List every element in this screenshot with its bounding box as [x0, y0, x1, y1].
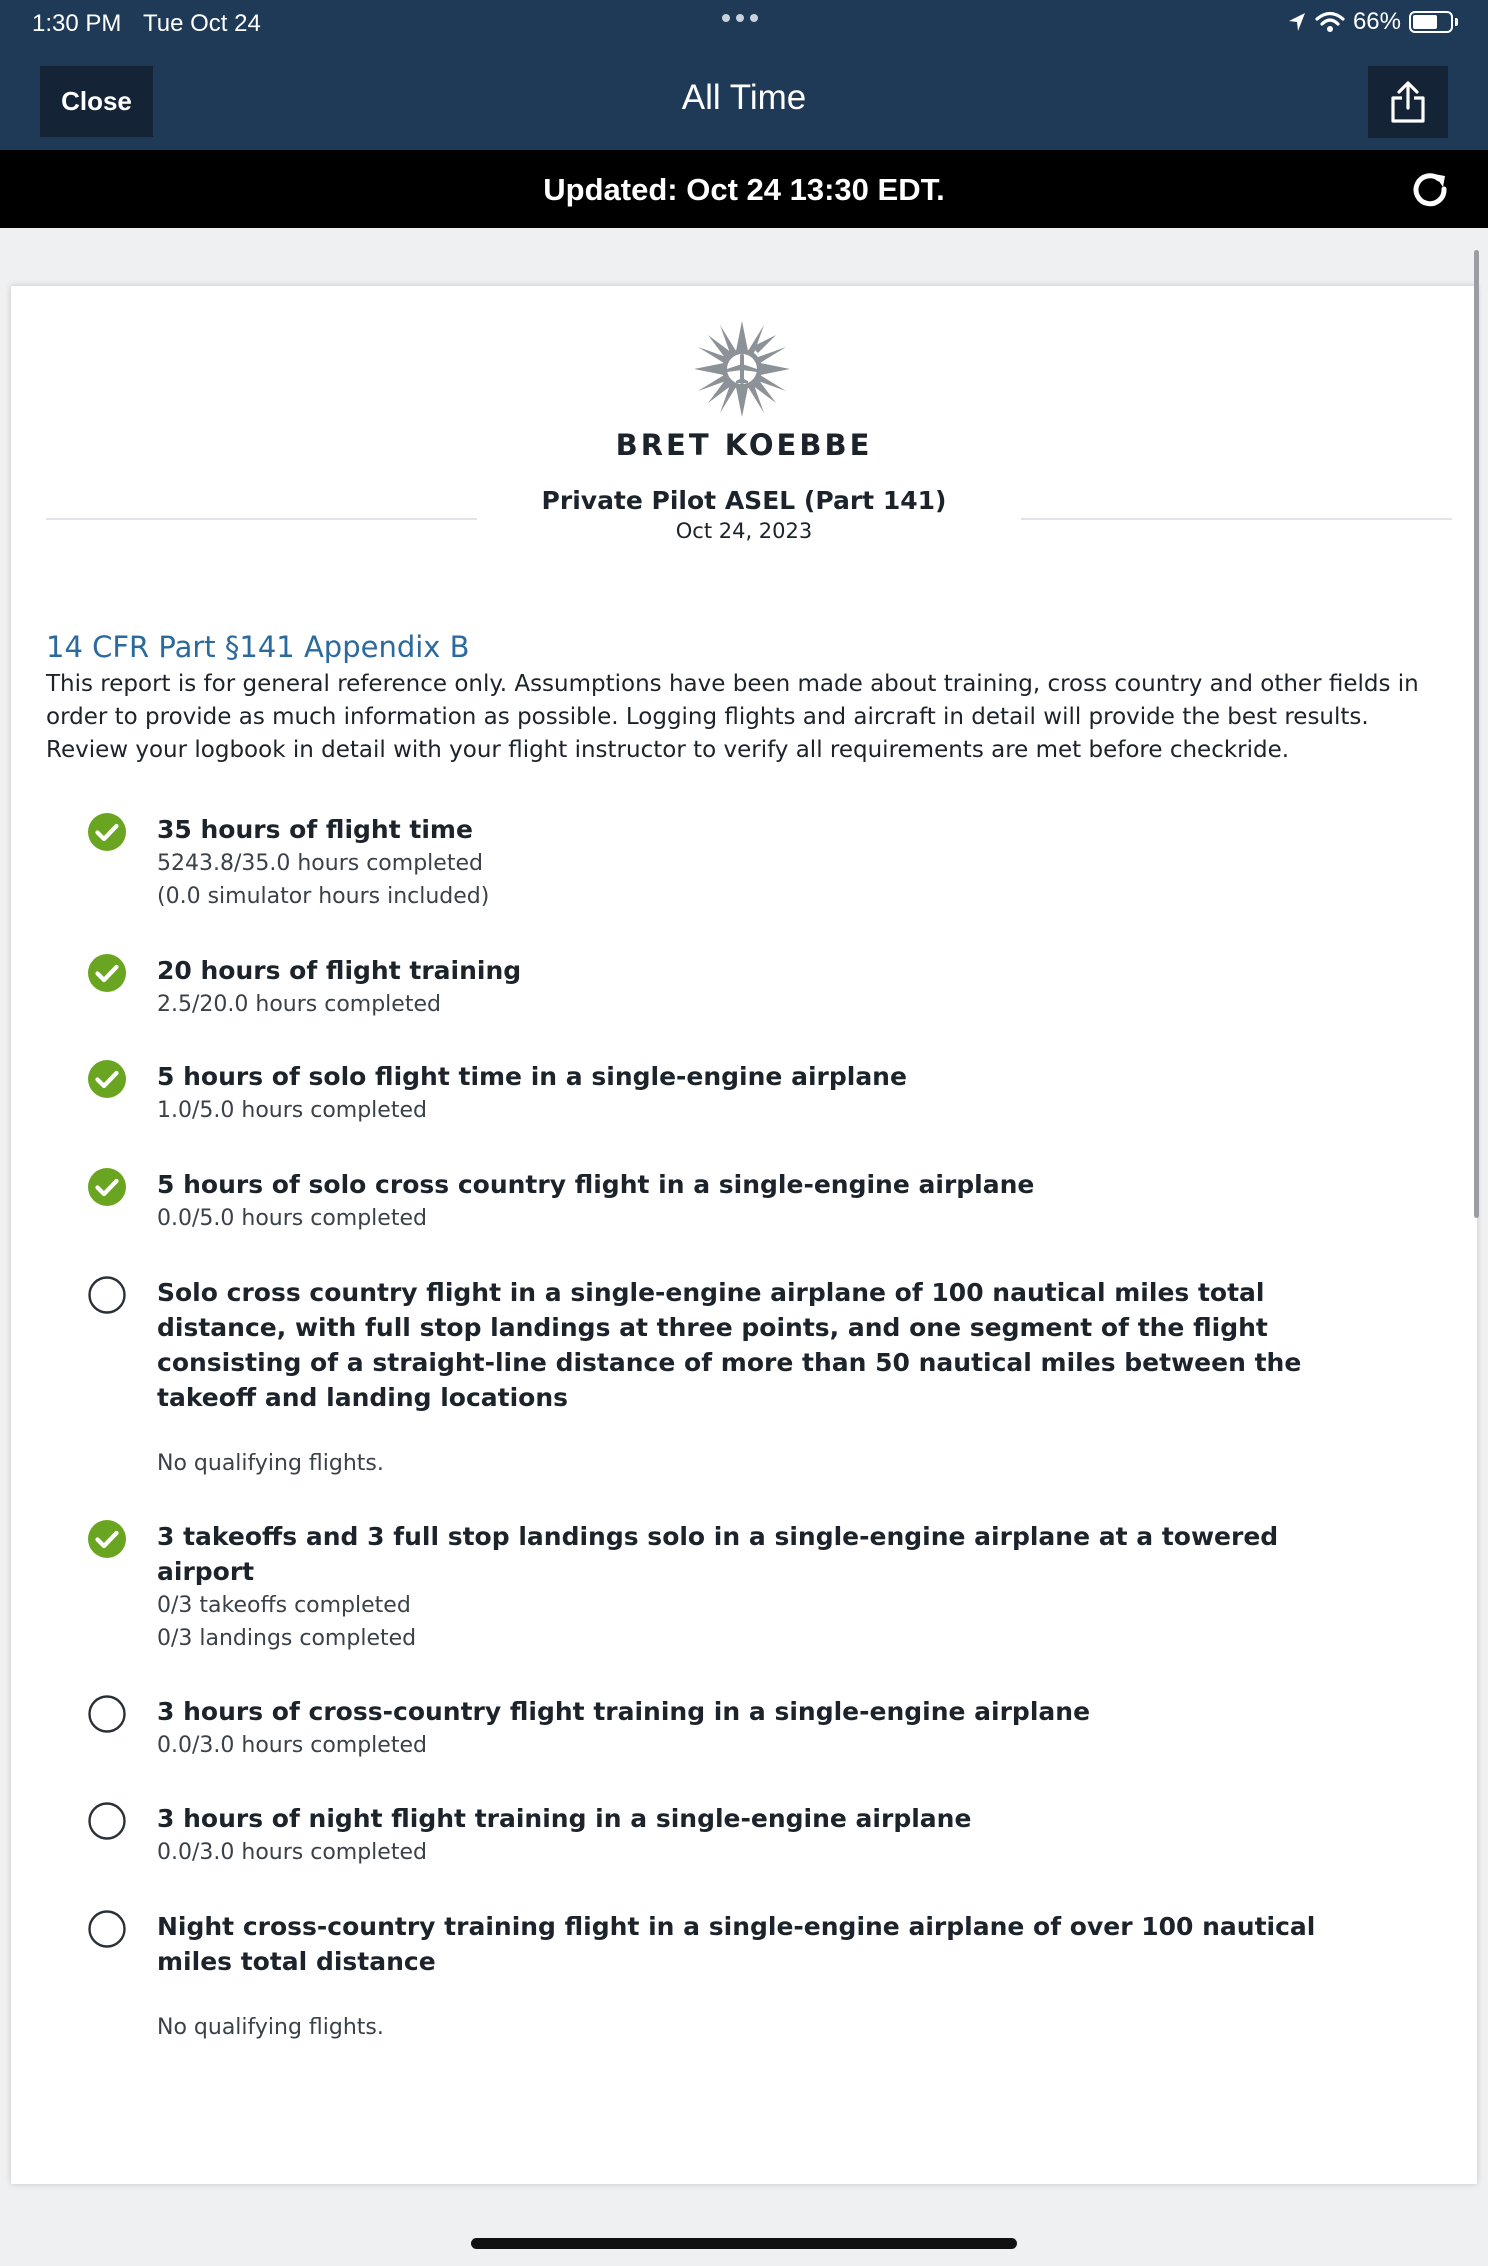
check-circle-icon [87, 1167, 127, 1207]
empty-circle-icon [87, 1694, 127, 1734]
requirement-title: Night cross-country training flight in a single-engine airplane of over 100 nautical miles total distance [157, 1912, 1316, 1976]
status-date: Tue Oct 24 [143, 10, 261, 37]
wifi-icon [1315, 11, 1345, 33]
status-time: 1:30 PM [32, 10, 122, 37]
share-icon [1388, 80, 1428, 124]
requirement-title: 3 hours of night flight training in a single-engine airplane [157, 1804, 972, 1833]
requirement-title: 35 hours of flight time [157, 815, 473, 844]
check-circle-icon [87, 1519, 127, 1559]
certificate-title: Private Pilot ASEL (Part 141) [541, 486, 947, 515]
requirement-body [157, 1059, 1377, 1127]
requirement-body [157, 953, 1377, 1021]
requirement-progress: 0/3 takeoffs completed [157, 1593, 411, 1618]
requirement-progress: 0.0/3.0 hours completed [157, 1733, 427, 1758]
disclaimer-text: This report is for general reference only. Assumptions have been made about training, cross country and other fields in order to provide as much information as possible. Logging flights and aircraft in detail will provide the best results. Review your logbook in detail with your flight instructor to verify all requirements are met before checkride. [46, 671, 1419, 763]
requirement-progress: 1.0/5.0 hours completed [157, 1098, 427, 1123]
updated-bar [0, 150, 1488, 228]
requirement-title: 3 hours of cross-country flight training in a single-engine airplane [157, 1697, 1091, 1726]
battery-percent: 66% [1352, 8, 1401, 35]
requirement-progress: No qualifying flights. [157, 1451, 384, 1476]
report-date: Oct 24, 2023 [675, 519, 813, 543]
home-indicator[interactable] [471, 2238, 1017, 2249]
requirement-progress: 0.0/5.0 hours completed [157, 1206, 427, 1231]
close-button[interactable]: Close [40, 66, 153, 137]
requirement-title: Solo cross country flight in a single-engine airplane of 100 nautical miles total distance, with full stop landings at three points, and one segment of the flight consisting of a straight-line distance of more than 50 nautical miles between the takeoff and landing locations [157, 1278, 1302, 1412]
empty-circle-icon [87, 1801, 127, 1841]
requirement-body [157, 1801, 1377, 1869]
section-heading: 14 CFR Part §141 Appendix B [46, 630, 470, 664]
empty-circle-icon [87, 1909, 127, 1949]
requirement-title: 3 takeoffs and 3 full stop landings solo in a single-engine airplane at a towered airport [157, 1522, 1279, 1586]
battery-level-fill [1413, 15, 1437, 29]
requirement-title: 20 hours of flight training [157, 956, 522, 985]
status-bar [0, 0, 1488, 48]
refresh-icon[interactable] [1408, 168, 1454, 214]
battery-nub [1455, 18, 1458, 26]
updated-timestamp: Updated: Oct 24 13:30 EDT. [543, 172, 945, 207]
navigation-bar [0, 48, 1488, 150]
multitasking-dots-icon[interactable] [722, 14, 758, 22]
requirement-progress: No qualifying flights. [157, 2015, 384, 2040]
requirement-progress: 5243.8/35.0 hours completed [157, 851, 483, 876]
requirement-progress: (0.0 simulator hours included) [157, 884, 490, 909]
share-button[interactable] [1368, 66, 1448, 138]
requirement-title: 5 hours of solo cross country flight in a single-engine airplane [157, 1170, 1035, 1199]
requirement-progress: 2.5/20.0 hours completed [157, 992, 441, 1017]
location-arrow-icon [1287, 11, 1307, 33]
requirement-body [157, 1167, 1377, 1235]
requirement-body [157, 1519, 1377, 1655]
requirement-body [157, 1909, 1377, 2044]
report-card [11, 286, 1477, 2184]
status-indicators [1287, 8, 1458, 36]
requirement-progress: 0/3 landings completed [157, 1626, 417, 1651]
check-circle-icon [87, 1059, 127, 1099]
empty-circle-icon [87, 1275, 127, 1315]
requirement-progress: 0.0/3.0 hours completed [157, 1840, 427, 1865]
check-circle-icon [87, 953, 127, 993]
requirement-title: 5 hours of solo flight time in a single-engine airplane [157, 1062, 907, 1091]
requirement-body [157, 812, 1377, 913]
requirement-body [157, 1275, 1377, 1480]
check-circle-icon [87, 812, 127, 852]
battery-icon [1409, 11, 1453, 33]
nav-title: All Time [681, 78, 807, 117]
compass-airplane-logo [694, 321, 790, 417]
pilot-name: BRET KOEBBE [615, 428, 873, 462]
scrollbar[interactable] [1474, 250, 1479, 1218]
requirement-body [157, 1694, 1377, 1762]
